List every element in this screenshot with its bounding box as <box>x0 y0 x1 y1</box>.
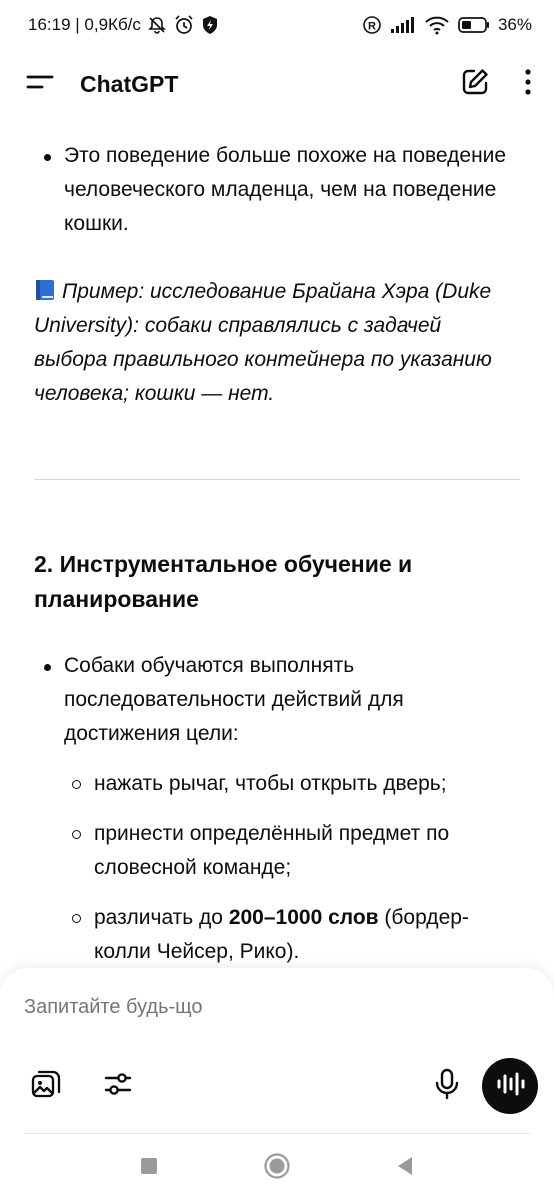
sub-item-bold: 200–1000 слов <box>228 906 379 929</box>
recents-square-icon <box>139 1163 159 1180</box>
microphone-icon <box>434 1087 460 1104</box>
dictation-button[interactable] <box>434 1068 460 1105</box>
new-chat-icon <box>460 84 490 101</box>
shield-bolt-icon <box>201 15 219 35</box>
status-bar <box>0 0 554 50</box>
example-text: Пример: исследование Брайана Хэра (Duke University): собаки справлялись с задачей выбора правильного контейнера по указанию человека; кошки — нет. <box>34 280 492 405</box>
battery-percent: 36% <box>497 15 532 34</box>
tools-button[interactable] <box>96 1064 140 1108</box>
bullet-text: Собаки обучаются выполнять последовательности действий для достижения цели: <box>64 654 404 745</box>
registered-icon <box>362 15 382 35</box>
sub-item-text: нажать рычаг, чтобы открыть дверь; <box>94 772 447 795</box>
sub-list-item <box>34 901 520 969</box>
list-item <box>34 649 520 751</box>
section-divider <box>34 479 520 480</box>
app-title[interactable]: ChatGPT <box>80 70 179 97</box>
status-right <box>362 15 532 35</box>
voice-mode-button[interactable] <box>482 1058 538 1114</box>
menu-icon <box>26 73 54 96</box>
bullet-dot <box>44 154 51 161</box>
section-heading: 2. Инструментальное обучение и планирование <box>34 551 413 612</box>
sub-bullet-ring <box>72 914 81 923</box>
alarm-icon <box>173 14 195 36</box>
attach-image-button[interactable] <box>24 1064 68 1108</box>
voice-mode-icon <box>495 1072 525 1101</box>
chat-message-content <box>0 118 554 970</box>
bullet-text: Это поведение больше похоже на поведение человеческого младенца, чем на поведение кошки. <box>64 144 507 235</box>
signal-icon <box>390 16 416 34</box>
sub-item-prefix: различать до <box>94 906 229 929</box>
home-button[interactable] <box>263 1152 291 1185</box>
bell-off-icon <box>147 15 167 35</box>
back-triangle-icon <box>395 1164 415 1181</box>
app-header <box>0 50 554 118</box>
more-options-button[interactable] <box>524 68 532 101</box>
sub-list-item <box>34 767 520 801</box>
sub-item-text: принести определённый предмет по словесной команде; <box>94 822 450 879</box>
status-left <box>28 14 219 36</box>
recents-button[interactable] <box>139 1156 159 1181</box>
header-actions <box>460 67 532 102</box>
home-circle-icon <box>263 1167 291 1184</box>
wifi-icon <box>424 15 450 35</box>
battery-icon <box>458 16 490 34</box>
tools-sliders-icon <box>103 1069 133 1104</box>
message-composer <box>0 968 554 1136</box>
system-nav-bar <box>0 1136 554 1200</box>
menu-button[interactable] <box>26 69 56 99</box>
composer-separator <box>24 1133 530 1134</box>
sub-bullet-ring <box>72 780 81 789</box>
sub-item-suffix: (бордер-колли Чейсер, Рико). <box>94 906 469 963</box>
status-time-network: 16:19 | 0,9Кб/с <box>28 15 141 34</box>
sub-bullet-ring <box>72 830 81 839</box>
svg-text:R: R <box>367 20 376 33</box>
bullet-dot <box>44 664 51 671</box>
blue-book-icon <box>34 278 56 300</box>
sub-list-item <box>34 817 520 885</box>
prompt-input[interactable] <box>24 996 504 1019</box>
back-button[interactable] <box>395 1155 415 1182</box>
more-vertical-icon <box>524 83 532 100</box>
new-chat-button[interactable] <box>460 67 490 102</box>
list-item <box>34 139 520 241</box>
composer-right-actions <box>434 1058 538 1114</box>
composer-toolbar <box>24 1058 538 1114</box>
example-paragraph <box>34 275 520 411</box>
image-icon <box>29 1067 63 1106</box>
